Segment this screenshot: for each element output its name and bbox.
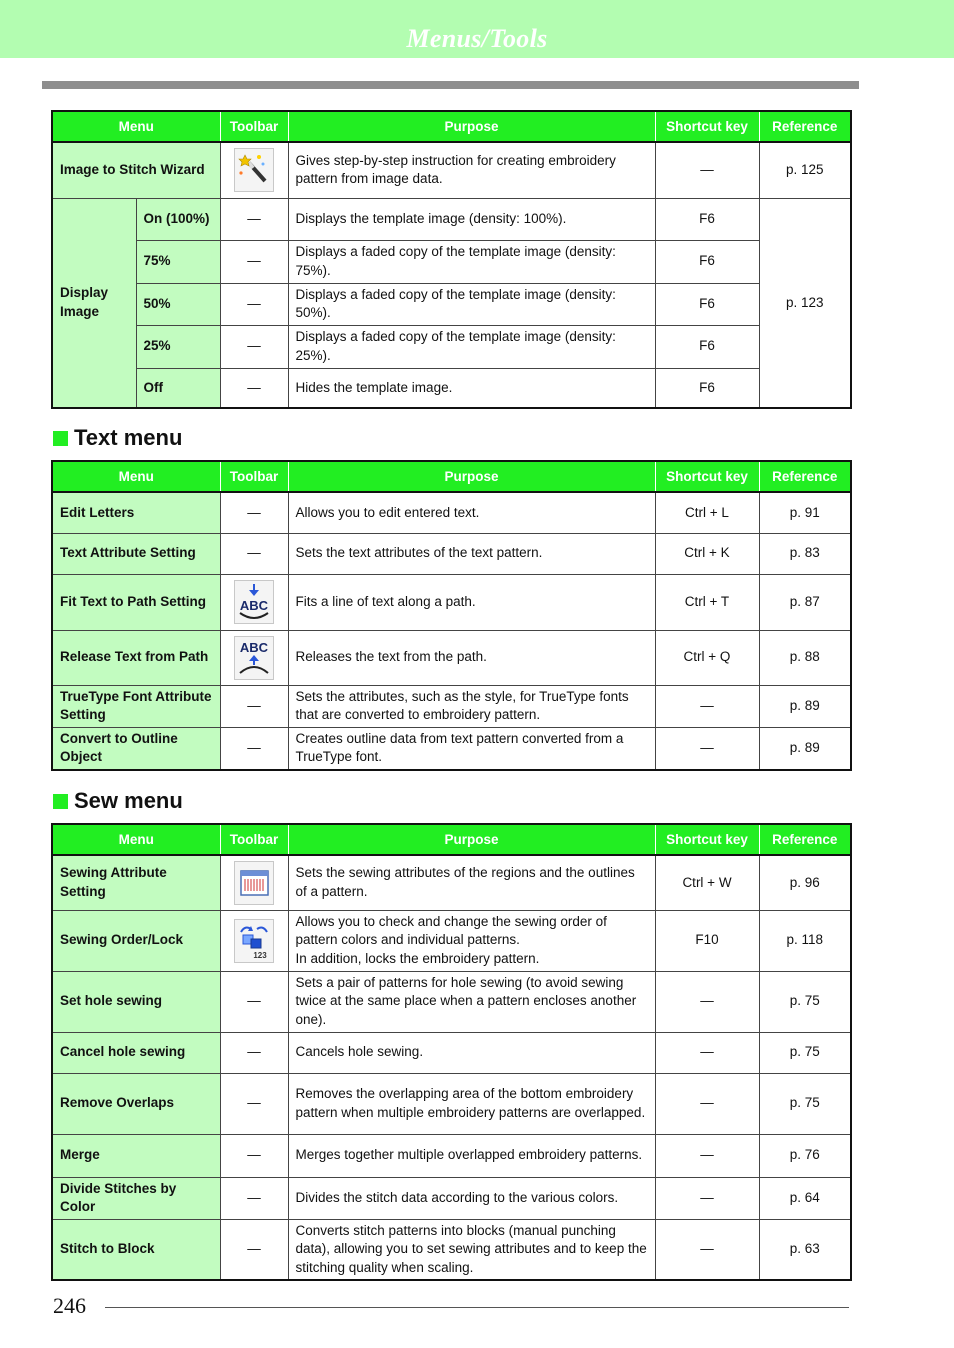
table-header-row bbox=[52, 111, 851, 142]
page-number: 246 bbox=[53, 1293, 86, 1318]
shortcut-cell: — bbox=[655, 1219, 759, 1280]
column-header-shortcut: Shortcut key bbox=[655, 111, 759, 142]
reference-cell: p. 75 bbox=[759, 1032, 851, 1073]
purpose-cell: Sets the text attributes of the text pattern. bbox=[288, 533, 655, 574]
purpose-cell: Displays a faded copy of the template image (density: 50%). bbox=[288, 283, 655, 325]
reference-cell: p. 87 bbox=[759, 574, 851, 630]
toolbar-cell: — bbox=[220, 1219, 288, 1280]
table-row bbox=[52, 142, 851, 198]
reference-cell: p. 76 bbox=[759, 1134, 851, 1177]
table-row bbox=[52, 1177, 851, 1219]
menu-cell: Image to Stitch Wizard bbox=[52, 142, 220, 198]
shortcut-cell: Ctrl + T bbox=[655, 574, 759, 630]
purpose-cell: Allows you to check and change the sewing order of pattern colors and individual patterns. In addition, locks the embroidery pattern. bbox=[288, 910, 655, 971]
shortcut-cell: — bbox=[655, 1134, 759, 1177]
toolbar-cell: — bbox=[220, 283, 288, 325]
table-row bbox=[52, 283, 851, 325]
table-row bbox=[52, 1219, 851, 1280]
sewing-order-icon bbox=[234, 919, 274, 963]
table-row bbox=[52, 1032, 851, 1073]
purpose-cell: Displays a faded copy of the template image (density: 75%). bbox=[288, 240, 655, 283]
section-marker-icon bbox=[53, 431, 68, 446]
menu-cell-display-image: Display Image bbox=[52, 198, 136, 408]
purpose-cell: Merges together multiple overlapped embroidery patterns. bbox=[288, 1134, 655, 1177]
section-title: Text menu bbox=[74, 425, 183, 450]
purpose-cell: Displays the template image (density: 100%). bbox=[288, 198, 655, 240]
toolbar-cell: — bbox=[220, 198, 288, 240]
purpose-cell: Sets a pair of patterns for hole sewing (to avoid sewing twice at the same place when a pattern encloses another one). bbox=[288, 971, 655, 1032]
column-header-toolbar: Toolbar bbox=[220, 461, 288, 492]
shortcut-cell: F6 bbox=[655, 368, 759, 408]
reference-cell: p. 75 bbox=[759, 971, 851, 1032]
column-header-menu: Menu bbox=[52, 111, 220, 142]
menu-cell: Edit Letters bbox=[52, 492, 220, 533]
reference-cell: p. 64 bbox=[759, 1177, 851, 1219]
table-header-row bbox=[52, 461, 851, 492]
shortcut-cell: — bbox=[655, 727, 759, 770]
column-header-purpose: Purpose bbox=[288, 111, 655, 142]
submenu-cell: On (100%) bbox=[136, 198, 220, 240]
menu-cell: Sewing Attribute Setting bbox=[52, 855, 220, 910]
toolbar-cell: — bbox=[220, 1177, 288, 1219]
purpose-cell: Hides the template image. bbox=[288, 368, 655, 408]
fit-text-to-path-icon bbox=[234, 580, 274, 624]
purpose-cell: Divides the stitch data according to the various colors. bbox=[288, 1177, 655, 1219]
toolbar-cell: — bbox=[220, 971, 288, 1032]
toolbar-cell: — bbox=[220, 368, 288, 408]
column-header-toolbar: Toolbar bbox=[220, 111, 288, 142]
menu-cell: Remove Overlaps bbox=[52, 1073, 220, 1134]
toolbar-cell: — bbox=[220, 325, 288, 368]
table-row bbox=[52, 971, 851, 1032]
table-row bbox=[52, 685, 851, 727]
release-text-from-path-icon bbox=[234, 636, 274, 680]
purpose-cell: Fits a line of text along a path. bbox=[288, 574, 655, 630]
table-row bbox=[52, 533, 851, 574]
menu-cell: Sewing Order/Lock bbox=[52, 910, 220, 971]
section-title: Sew menu bbox=[74, 788, 183, 813]
menu-cell: Cancel hole sewing bbox=[52, 1032, 220, 1073]
menu-cell: Text Attribute Setting bbox=[52, 533, 220, 574]
shortcut-cell: Ctrl + K bbox=[655, 533, 759, 574]
column-header-purpose: Purpose bbox=[288, 461, 655, 492]
svg-text:ABC: ABC bbox=[239, 598, 269, 613]
column-header-toolbar: Toolbar bbox=[220, 824, 288, 855]
menu-cell: Set hole sewing bbox=[52, 971, 220, 1032]
purpose-cell: Removes the overlapping area of the bottom embroidery pattern when multiple embroidery patterns are overlapped. bbox=[288, 1073, 655, 1134]
shortcut-cell: Ctrl + L bbox=[655, 492, 759, 533]
column-header-menu: Menu bbox=[52, 461, 220, 492]
toolbar-cell: — bbox=[220, 1134, 288, 1177]
shortcut-cell: — bbox=[655, 1073, 759, 1134]
table-row bbox=[52, 240, 851, 283]
shortcut-cell: — bbox=[655, 685, 759, 727]
shortcut-cell: F6 bbox=[655, 240, 759, 283]
column-header-shortcut: Shortcut key bbox=[655, 824, 759, 855]
footer-divider bbox=[105, 1307, 849, 1308]
svg-text:123: 123 bbox=[253, 950, 267, 960]
toolbar-cell: — bbox=[220, 1032, 288, 1073]
menu-cell: Divide Stitches by Color bbox=[52, 1177, 220, 1219]
table-row bbox=[52, 198, 851, 240]
submenu-cell: Off bbox=[136, 368, 220, 408]
menu-cell: Stitch to Block bbox=[52, 1219, 220, 1280]
purpose-cell: Converts stitch patterns into blocks (manual punching data), allowing you to set sewing attributes and to keep the stitching quality when scaling. bbox=[288, 1219, 655, 1280]
reference-cell: p. 89 bbox=[759, 727, 851, 770]
shortcut-cell: F6 bbox=[655, 325, 759, 368]
menu-cell: TrueType Font Attribute Setting bbox=[52, 685, 220, 727]
section-heading-text-menu bbox=[53, 425, 182, 451]
table-row bbox=[52, 368, 851, 408]
purpose-cell: Sets the attributes, such as the style, for TrueType fonts that are converted to embroidery pattern. bbox=[288, 685, 655, 727]
reference-cell-display-image: p. 123 bbox=[759, 198, 851, 408]
shortcut-cell: F6 bbox=[655, 283, 759, 325]
table-row bbox=[52, 630, 851, 685]
purpose-cell: Displays a faded copy of the template image (density: 25%). bbox=[288, 325, 655, 368]
reference-cell: p. 89 bbox=[759, 685, 851, 727]
reference-cell: p. 63 bbox=[759, 1219, 851, 1280]
table-row bbox=[52, 325, 851, 368]
reference-cell: p. 96 bbox=[759, 855, 851, 910]
table-row bbox=[52, 1073, 851, 1134]
reference-cell: p. 83 bbox=[759, 533, 851, 574]
shortcut-cell: — bbox=[655, 1032, 759, 1073]
shortcut-cell: F6 bbox=[655, 198, 759, 240]
submenu-cell: 25% bbox=[136, 325, 220, 368]
reference-cell: p. 118 bbox=[759, 910, 851, 971]
table-row bbox=[52, 1134, 851, 1177]
menu-cell: Release Text from Path bbox=[52, 630, 220, 685]
purpose-cell: Cancels hole sewing. bbox=[288, 1032, 655, 1073]
section-heading-sew-menu bbox=[53, 788, 183, 814]
table-row bbox=[52, 910, 851, 971]
purpose-cell: Sets the sewing attributes of the regions and the outlines of a pattern. bbox=[288, 855, 655, 910]
text-menu-table bbox=[51, 460, 852, 771]
table-row bbox=[52, 492, 851, 533]
sewing-attribute-icon bbox=[234, 861, 274, 905]
purpose-cell: Gives step-by-step instruction for creating embroidery pattern from image data. bbox=[288, 142, 655, 198]
shortcut-cell: — bbox=[655, 971, 759, 1032]
header-divider bbox=[42, 81, 859, 89]
column-header-menu: Menu bbox=[52, 824, 220, 855]
menu-cell: Fit Text to Path Setting bbox=[52, 574, 220, 630]
toolbar-cell: — bbox=[220, 240, 288, 283]
column-header-reference: Reference bbox=[759, 824, 851, 855]
sew-menu-table bbox=[51, 823, 852, 1281]
table-row bbox=[52, 855, 851, 910]
column-header-reference: Reference bbox=[759, 461, 851, 492]
shortcut-cell: — bbox=[655, 1177, 759, 1219]
toolbar-cell: — bbox=[220, 492, 288, 533]
image-menu-table bbox=[51, 110, 852, 409]
menu-cell: Convert to Outline Object bbox=[52, 727, 220, 770]
table-row bbox=[52, 574, 851, 630]
shortcut-cell: F10 bbox=[655, 910, 759, 971]
purpose-cell: Releases the text from the path. bbox=[288, 630, 655, 685]
toolbar-cell: — bbox=[220, 533, 288, 574]
shortcut-cell: Ctrl + Q bbox=[655, 630, 759, 685]
page-title: Menus/Tools bbox=[406, 24, 548, 53]
reference-cell: p. 88 bbox=[759, 630, 851, 685]
purpose-cell: Allows you to edit entered text. bbox=[288, 492, 655, 533]
toolbar-cell: — bbox=[220, 1073, 288, 1134]
toolbar-cell: — bbox=[220, 727, 288, 770]
table-header-row bbox=[52, 824, 851, 855]
svg-text:ABC: ABC bbox=[239, 639, 269, 655]
toolbar-cell: — bbox=[220, 685, 288, 727]
submenu-cell: 50% bbox=[136, 283, 220, 325]
column-header-shortcut: Shortcut key bbox=[655, 461, 759, 492]
section-marker-icon bbox=[53, 794, 68, 809]
column-header-purpose: Purpose bbox=[288, 824, 655, 855]
column-header-reference: Reference bbox=[759, 111, 851, 142]
magic-wand-icon bbox=[234, 148, 274, 192]
purpose-cell: Creates outline data from text pattern converted from a TrueType font. bbox=[288, 727, 655, 770]
table-row bbox=[52, 727, 851, 770]
reference-cell: p. 91 bbox=[759, 492, 851, 533]
shortcut-cell: — bbox=[655, 142, 759, 198]
menu-cell: Merge bbox=[52, 1134, 220, 1177]
header-banner bbox=[0, 0, 954, 58]
shortcut-cell: Ctrl + W bbox=[655, 855, 759, 910]
reference-cell: p. 75 bbox=[759, 1073, 851, 1134]
submenu-cell: 75% bbox=[136, 240, 220, 283]
reference-cell: p. 125 bbox=[759, 142, 851, 198]
